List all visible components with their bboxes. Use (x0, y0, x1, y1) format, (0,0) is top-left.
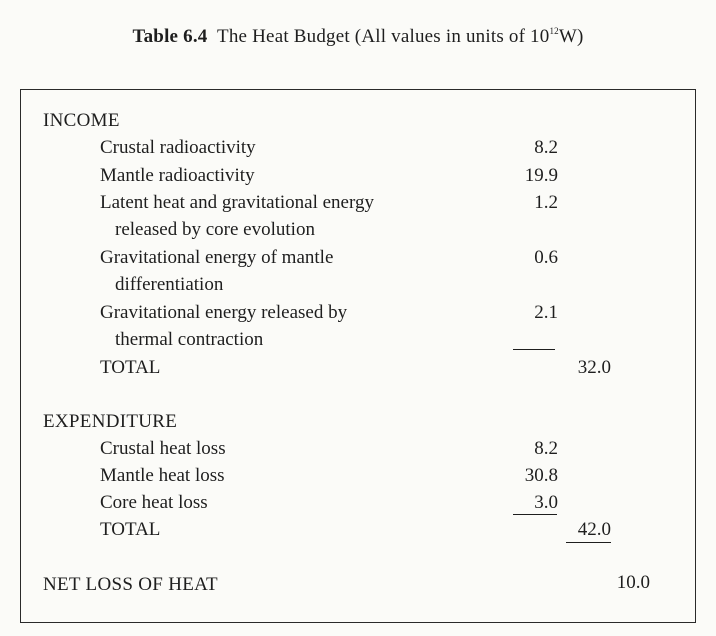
expenditure-row-value: 30.8 (524, 465, 558, 486)
income-row-value: 1.2 (534, 192, 558, 213)
table-number: Table 6.4 (132, 26, 208, 47)
income-row-value: 0.6 (534, 247, 558, 268)
income-subtotal-rule (513, 349, 555, 350)
expenditure-row-value: 8.2 (534, 438, 558, 459)
income-total-label: TOTAL (100, 357, 161, 378)
units-note: (All values in units of $10^{12}W$) (354, 26, 584, 47)
expenditure-heading: EXPENDITURE (43, 411, 178, 432)
income-row-label-cont: released by core evolution (115, 219, 315, 240)
income-heading: INCOME (43, 110, 120, 131)
income-row-label-cont: thermal contraction (115, 329, 264, 350)
table-caption (0, 26, 716, 48)
income-row-value: 2.1 (534, 302, 558, 323)
income-row-value: 8.2 (534, 137, 558, 158)
income-row-label: Gravitational energy released by (100, 302, 348, 323)
table-title: The Heat Budget (217, 26, 350, 47)
net-loss-value: 10.0 (616, 572, 650, 593)
expenditure-row-label: Mantle heat loss (100, 465, 225, 486)
income-row-label: Crustal radioactivity (100, 137, 256, 158)
income-row-label: Gravitational energy of mantle (100, 247, 334, 268)
income-row-value: 19.9 (524, 165, 558, 186)
expenditure-total-label: TOTAL (100, 519, 161, 540)
net-loss-label: NET LOSS OF HEAT (43, 574, 218, 595)
income-row-label-cont: differentiation (115, 274, 224, 295)
expenditure-subtotal-rule (513, 514, 557, 515)
income-total-value: 32.0 (577, 357, 611, 378)
income-row-label: Latent heat and gravitational energy (100, 192, 374, 213)
expenditure-total-value: 42.0 (577, 519, 611, 540)
expenditure-row-label: Crustal heat loss (100, 438, 226, 459)
expenditure-row-label: Core heat loss (100, 492, 208, 513)
income-row-label: Mantle radioactivity (100, 165, 255, 186)
expenditure-total-rule (566, 542, 611, 543)
expenditure-row-value: 3.0 (534, 492, 558, 513)
